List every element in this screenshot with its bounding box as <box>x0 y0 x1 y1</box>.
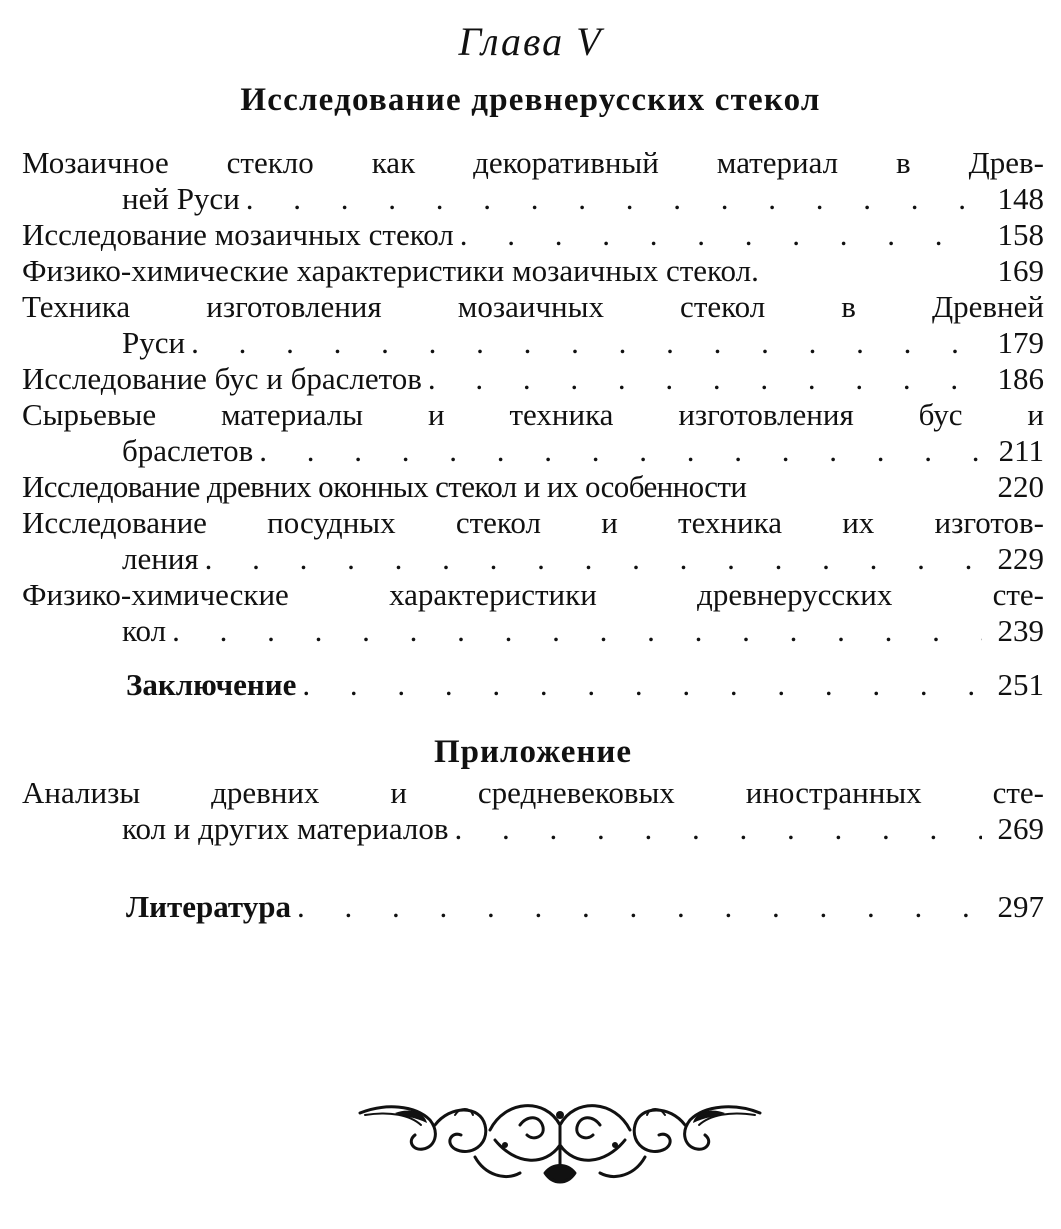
toc-entry-title: Исследование бус и браслетов <box>22 361 422 396</box>
toc-entry-title: Заключение <box>126 667 297 702</box>
toc-page-number: 169 <box>997 253 1044 288</box>
toc-entry-title: ней Руси <box>122 181 240 216</box>
toc-page-number: 251 <box>997 667 1044 702</box>
toc-entry-title-line1: Физико-химические характеристики древнерусских сте- <box>22 577 1044 612</box>
dot-leader <box>428 361 982 397</box>
toc-entry-title: кол и других материалов <box>122 811 449 846</box>
toc-entry-title: кол <box>122 613 167 648</box>
toc-page-number: 179 <box>997 325 1044 360</box>
dot-leader <box>454 811 982 847</box>
dot-leader <box>302 667 982 703</box>
toc-entry-title-line1: Техника изготовления мозаичных стекол в Древней <box>22 289 1044 324</box>
toc-page-number: 158 <box>997 217 1044 252</box>
toc-entry-conclusion[interactable] <box>22 667 1044 703</box>
toc-entry-title: Исследование мозаичных стекол <box>22 217 454 252</box>
toc-entry-title: Физико-химические характеристики мозаичных стекол. <box>22 253 759 288</box>
toc-entry-title: ления <box>122 541 199 576</box>
toc-entry-appendix[interactable] <box>22 775 1044 847</box>
toc-page-number: 229 <box>997 541 1044 576</box>
toc-entry-literature[interactable] <box>22 889 1044 925</box>
dot-leader <box>205 541 982 577</box>
toc-entry-title-line1: Мозаичное стекло как декоративный материал в Древ- <box>22 145 1044 180</box>
chapter-title: Исследование древнерусских стекол <box>240 82 821 118</box>
dot-leader <box>460 217 982 253</box>
toc-page-number: 269 <box>997 811 1044 846</box>
toc-entry-title: Литература <box>126 889 291 924</box>
toc-entry[interactable] <box>22 577 1044 649</box>
toc-page-number: 211 <box>998 433 1044 468</box>
toc-entry-title: Исследование древних оконных стекол и их особенности <box>22 469 747 504</box>
toc-entry[interactable] <box>22 289 1044 361</box>
toc-page-number: 186 <box>997 361 1044 396</box>
toc-entry-title-line1: Исследование посудных стекол и техника их изготов- <box>22 505 1044 540</box>
floral-ornament-icon <box>355 1085 765 1195</box>
appendix-heading: Приложение <box>433 734 633 770</box>
dot-leader <box>259 433 982 469</box>
toc-page-number: 220 <box>997 469 1044 504</box>
toc-entry[interactable] <box>22 361 1044 397</box>
toc-page-number: 148 <box>997 181 1044 216</box>
toc-page-number: 239 <box>997 613 1044 648</box>
chapter-label: Глава V <box>458 19 603 64</box>
toc-entry-title-line1: Сырьевые материалы и техника изготовления бус и <box>22 397 1044 432</box>
dot-leader <box>246 181 982 217</box>
toc-entry-title: Руси <box>122 325 186 360</box>
dot-leader <box>297 889 982 925</box>
toc-entry[interactable] <box>22 505 1044 577</box>
toc-entry[interactable] <box>22 253 1044 289</box>
toc-entry-title: браслетов <box>122 433 254 468</box>
toc-entry[interactable] <box>22 469 1044 505</box>
dot-leader <box>191 325 982 361</box>
toc-entry-title-line1: Анализы древних и средневековых иностранных сте- <box>22 775 1044 810</box>
toc-entry[interactable] <box>22 217 1044 253</box>
dot-leader <box>172 613 982 649</box>
toc-entry[interactable] <box>22 397 1044 469</box>
toc-page-number: 297 <box>997 889 1044 924</box>
toc-entry[interactable] <box>22 145 1044 217</box>
table-of-contents <box>22 145 1044 925</box>
